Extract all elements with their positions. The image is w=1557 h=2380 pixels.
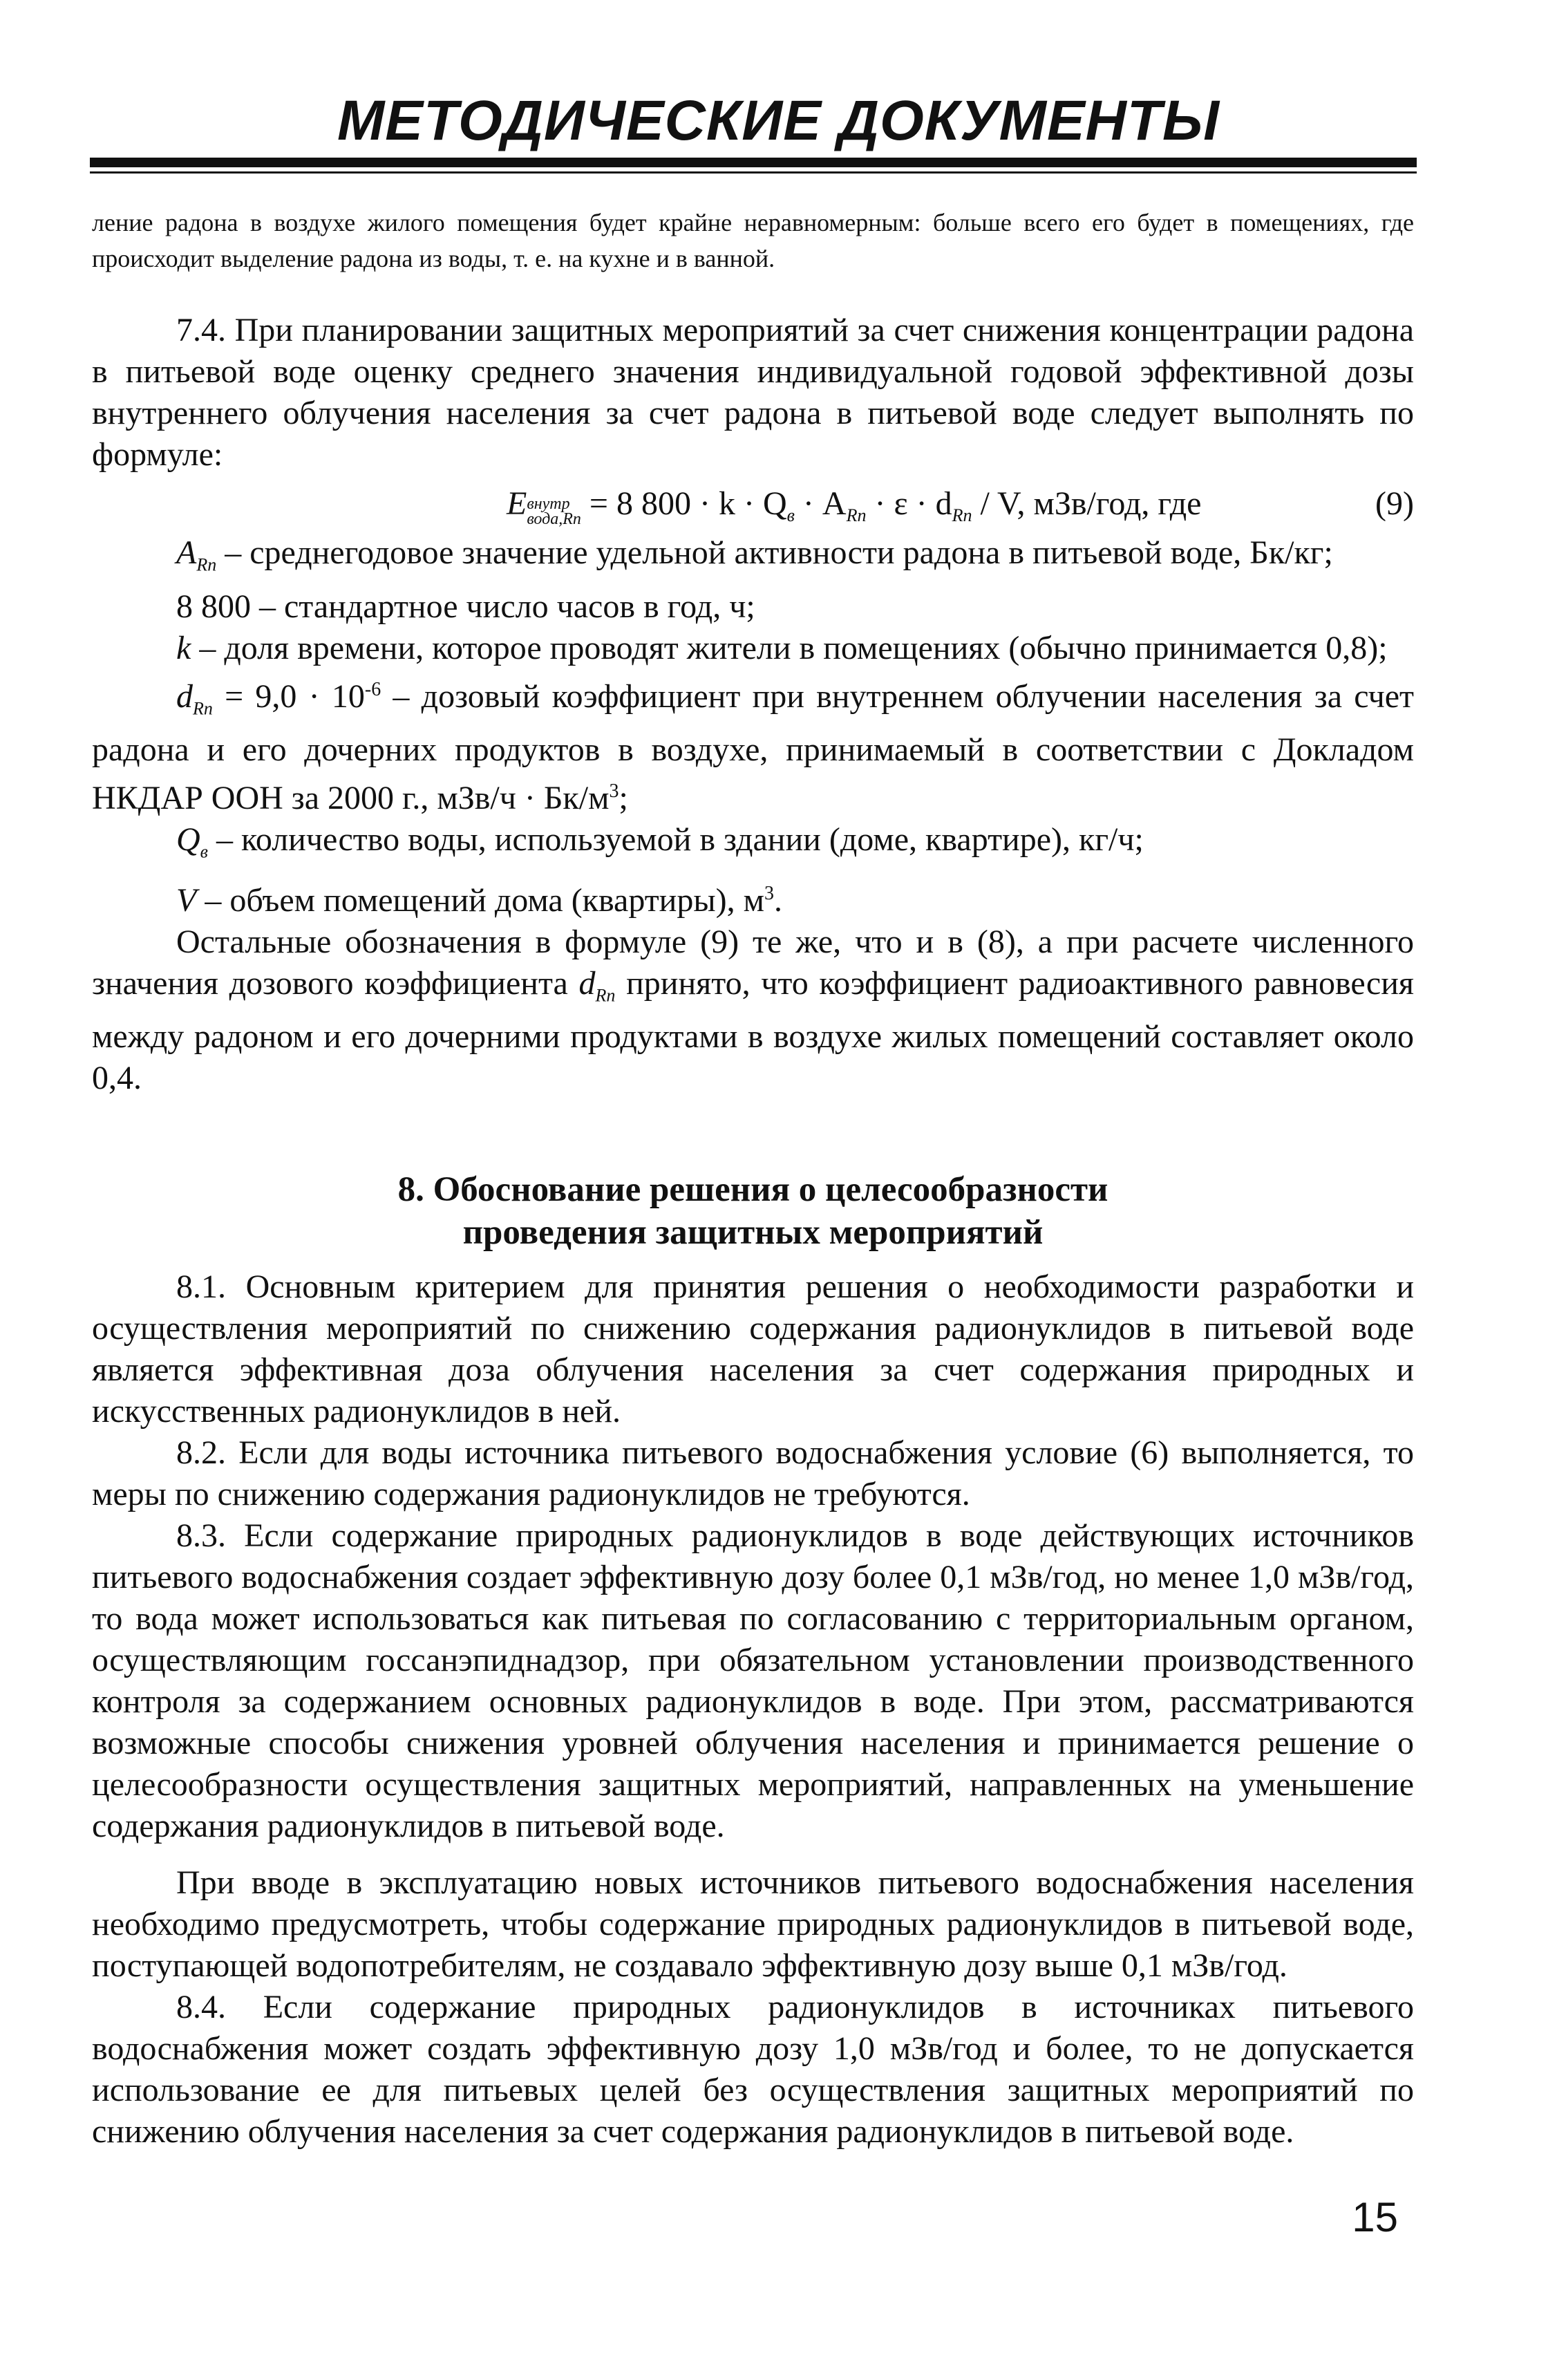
- running-header-title: МЕТОДИЧЕСКИЕ ДОКУМЕНТЫ: [337, 89, 1220, 152]
- def-a-symbol: A: [176, 534, 197, 571]
- header-rule-thick: [90, 158, 1417, 167]
- def-d-exp2: 3: [609, 780, 619, 803]
- paragraph-8-1: 8.1. Основным критерием для принятия решения о необходимости разработки и осуществления мероприятий по снижению содержания радионуклидов в питьевой воде является эффективная доза облучения населения за счет содержания природных и искусственных радионуклидов в ней.: [92, 1268, 1414, 1430]
- definition-hours: 8 800 – стандартное число часов в год, ч;: [176, 588, 755, 625]
- formula-lhs-symbol: E: [507, 485, 527, 522]
- def-v-end: .: [773, 881, 782, 919]
- formula-lhs-sup: внутр: [527, 495, 570, 513]
- section-8-title: [92, 1168, 1414, 1254]
- formula-d-sub: Rn: [952, 505, 972, 525]
- page-number: 15: [1352, 2194, 1398, 2240]
- definition-a-rn: [92, 532, 1414, 586]
- def-q-symbol: Q: [176, 821, 200, 859]
- section-8-body: [92, 1266, 1414, 2153]
- def-v-symbol: V: [176, 881, 197, 919]
- def-d-text: – дозовый коэффициент при внутреннем облучении населения за счет радона и его дочерних продуктов в воздухе, принимаемый в соответствии с Докладом НКДАР ООН за 2000 г., мЗв/ч · Бк/м: [92, 677, 1414, 817]
- other-text-a: Остальные обозначения в формуле (9) те же, что и в (8), а при расчете численного значения дозового коэффициента: [92, 923, 1414, 1002]
- def-d-exp: -6: [364, 678, 381, 700]
- def-d-symbol: d: [176, 677, 193, 715]
- def-q-text: – количество воды, используемой в здании (доме, квартире), кг/ч;: [207, 821, 1144, 859]
- formula-eps-part: · ε · d: [866, 485, 952, 522]
- other-text-b: принято, что коэффициент радиоактивного равновесия между радоном и его дочерними продуктами в воздухе жилых помещений составляет около 0,4.: [92, 964, 1414, 1097]
- formula-a-sub: Rn: [846, 505, 867, 525]
- other-d-symbol: d: [578, 964, 596, 1002]
- header-rule-thin: [90, 171, 1417, 174]
- def-q-sub: в: [200, 841, 208, 862]
- definition-d-rn: [92, 669, 1414, 820]
- def-a-text: – среднегодовое значение удельной активности радона в питьевой воде, Бк/кг;: [225, 534, 1333, 571]
- formula-number: (9): [1375, 485, 1414, 522]
- formula-unit-text: , мЗв/год, где: [1017, 485, 1202, 522]
- def-k-text: – доля времени, которое проводят жители в помещениях (обычно принимается 0,8);: [191, 629, 1388, 666]
- definition-q: [92, 819, 1414, 873]
- formula-expression: [507, 480, 1201, 540]
- formula-9: [92, 480, 1414, 528]
- def-d-sub: Rn: [193, 698, 213, 719]
- def-k-symbol: k: [176, 629, 191, 666]
- section-8-title-line2: проведения защитных мероприятий: [462, 1213, 1044, 1252]
- def-v-text: – объем помещений дома (квартиры), м: [196, 881, 764, 919]
- formula-q-sub: в: [786, 505, 795, 525]
- section-8-title-line1: 8. Обоснование решения о целесообразности: [397, 1170, 1108, 1209]
- definition-v: [92, 873, 1414, 921]
- formula-tail: / V: [972, 485, 1017, 522]
- paragraph-8-2: 8.2. Если для воды источника питьевого водоснабжения условие (6) выполняется, то меры по снижению содержания радионуклидов не требуются.: [92, 1434, 1414, 1512]
- def-d-end: ;: [619, 780, 628, 817]
- def-a-sub: Rn: [196, 554, 217, 575]
- definitions-block: [92, 532, 1414, 1099]
- paragraph-new-sources: При вводе в эксплуатацию новых источников питьевого водоснабжения населения необходимо предусмотреть, чтобы содержание природных радионуклидов в питьевой воде, поступающей водопотребителям, не создавало эффективную дозу выше 0,1 мЗв/год.: [92, 1864, 1414, 1984]
- paragraph-7-4-text: 7.4. При планировании защитных мероприятий за счет снижения концентрации радона в питьевой воде оценку среднего значения индивидуальной годовой эффективной дозы внутреннего облучения населения за счет радона в питьевой воде следует выполнять по формуле:: [92, 312, 1414, 473]
- formula-rhs: = 8 800 · k · Q: [589, 485, 787, 522]
- other-d-sub: Rn: [595, 985, 616, 1006]
- formula-a-part: · A: [794, 485, 847, 522]
- paragraph-7-4: [92, 310, 1414, 476]
- paragraph-8-4: 8.4. Если содержание природных радионуклидов в источниках питьевого водоснабжения может создать эффективную дозу 1,0 мЗв/год и более, то не допускается использование ее для питьевых целей без осуществления защитных мероприятий по снижению облучения населения за счет содержания радионуклидов в питьевой воде.: [92, 1989, 1414, 2150]
- def-d-value: = 9,0 · 10: [212, 677, 365, 715]
- formula-lhs-sub: вода,Rn: [527, 510, 581, 528]
- other-notation-paragraph: [92, 921, 1414, 1100]
- formula-lhs-indices: [527, 496, 581, 527]
- def-v-exp: 3: [764, 882, 774, 904]
- definition-k: [92, 628, 1414, 669]
- intro-paragraph: ление радона в воздухе жилого помещения будет крайне неравномерным: больше всего его будет в помещениях, где происходит выделение радона из воды, т. е. на кухне и в ванной.: [92, 209, 1414, 272]
- paragraph-8-3: 8.3. Если содержание природных радионуклидов в воде действующих источников питьевого водоснабжения создает эффективную дозу более 0,1 мЗв/год, но менее 1,0 мЗв/год, то вода может использоваться как питьевая по согласованию с территориальным органом, осуществляющим госсанэпиднадзор, при обязательном установлении производственного контроля за содержанием основных радионуклидов в воде. При этом, рассматриваются возможные способы снижения уровней облучения населения и принимается решение о целесообразности осуществления защитных мероприятий, направленных на уменьшение содержания радионуклидов в питьевой воде.: [92, 1517, 1414, 1844]
